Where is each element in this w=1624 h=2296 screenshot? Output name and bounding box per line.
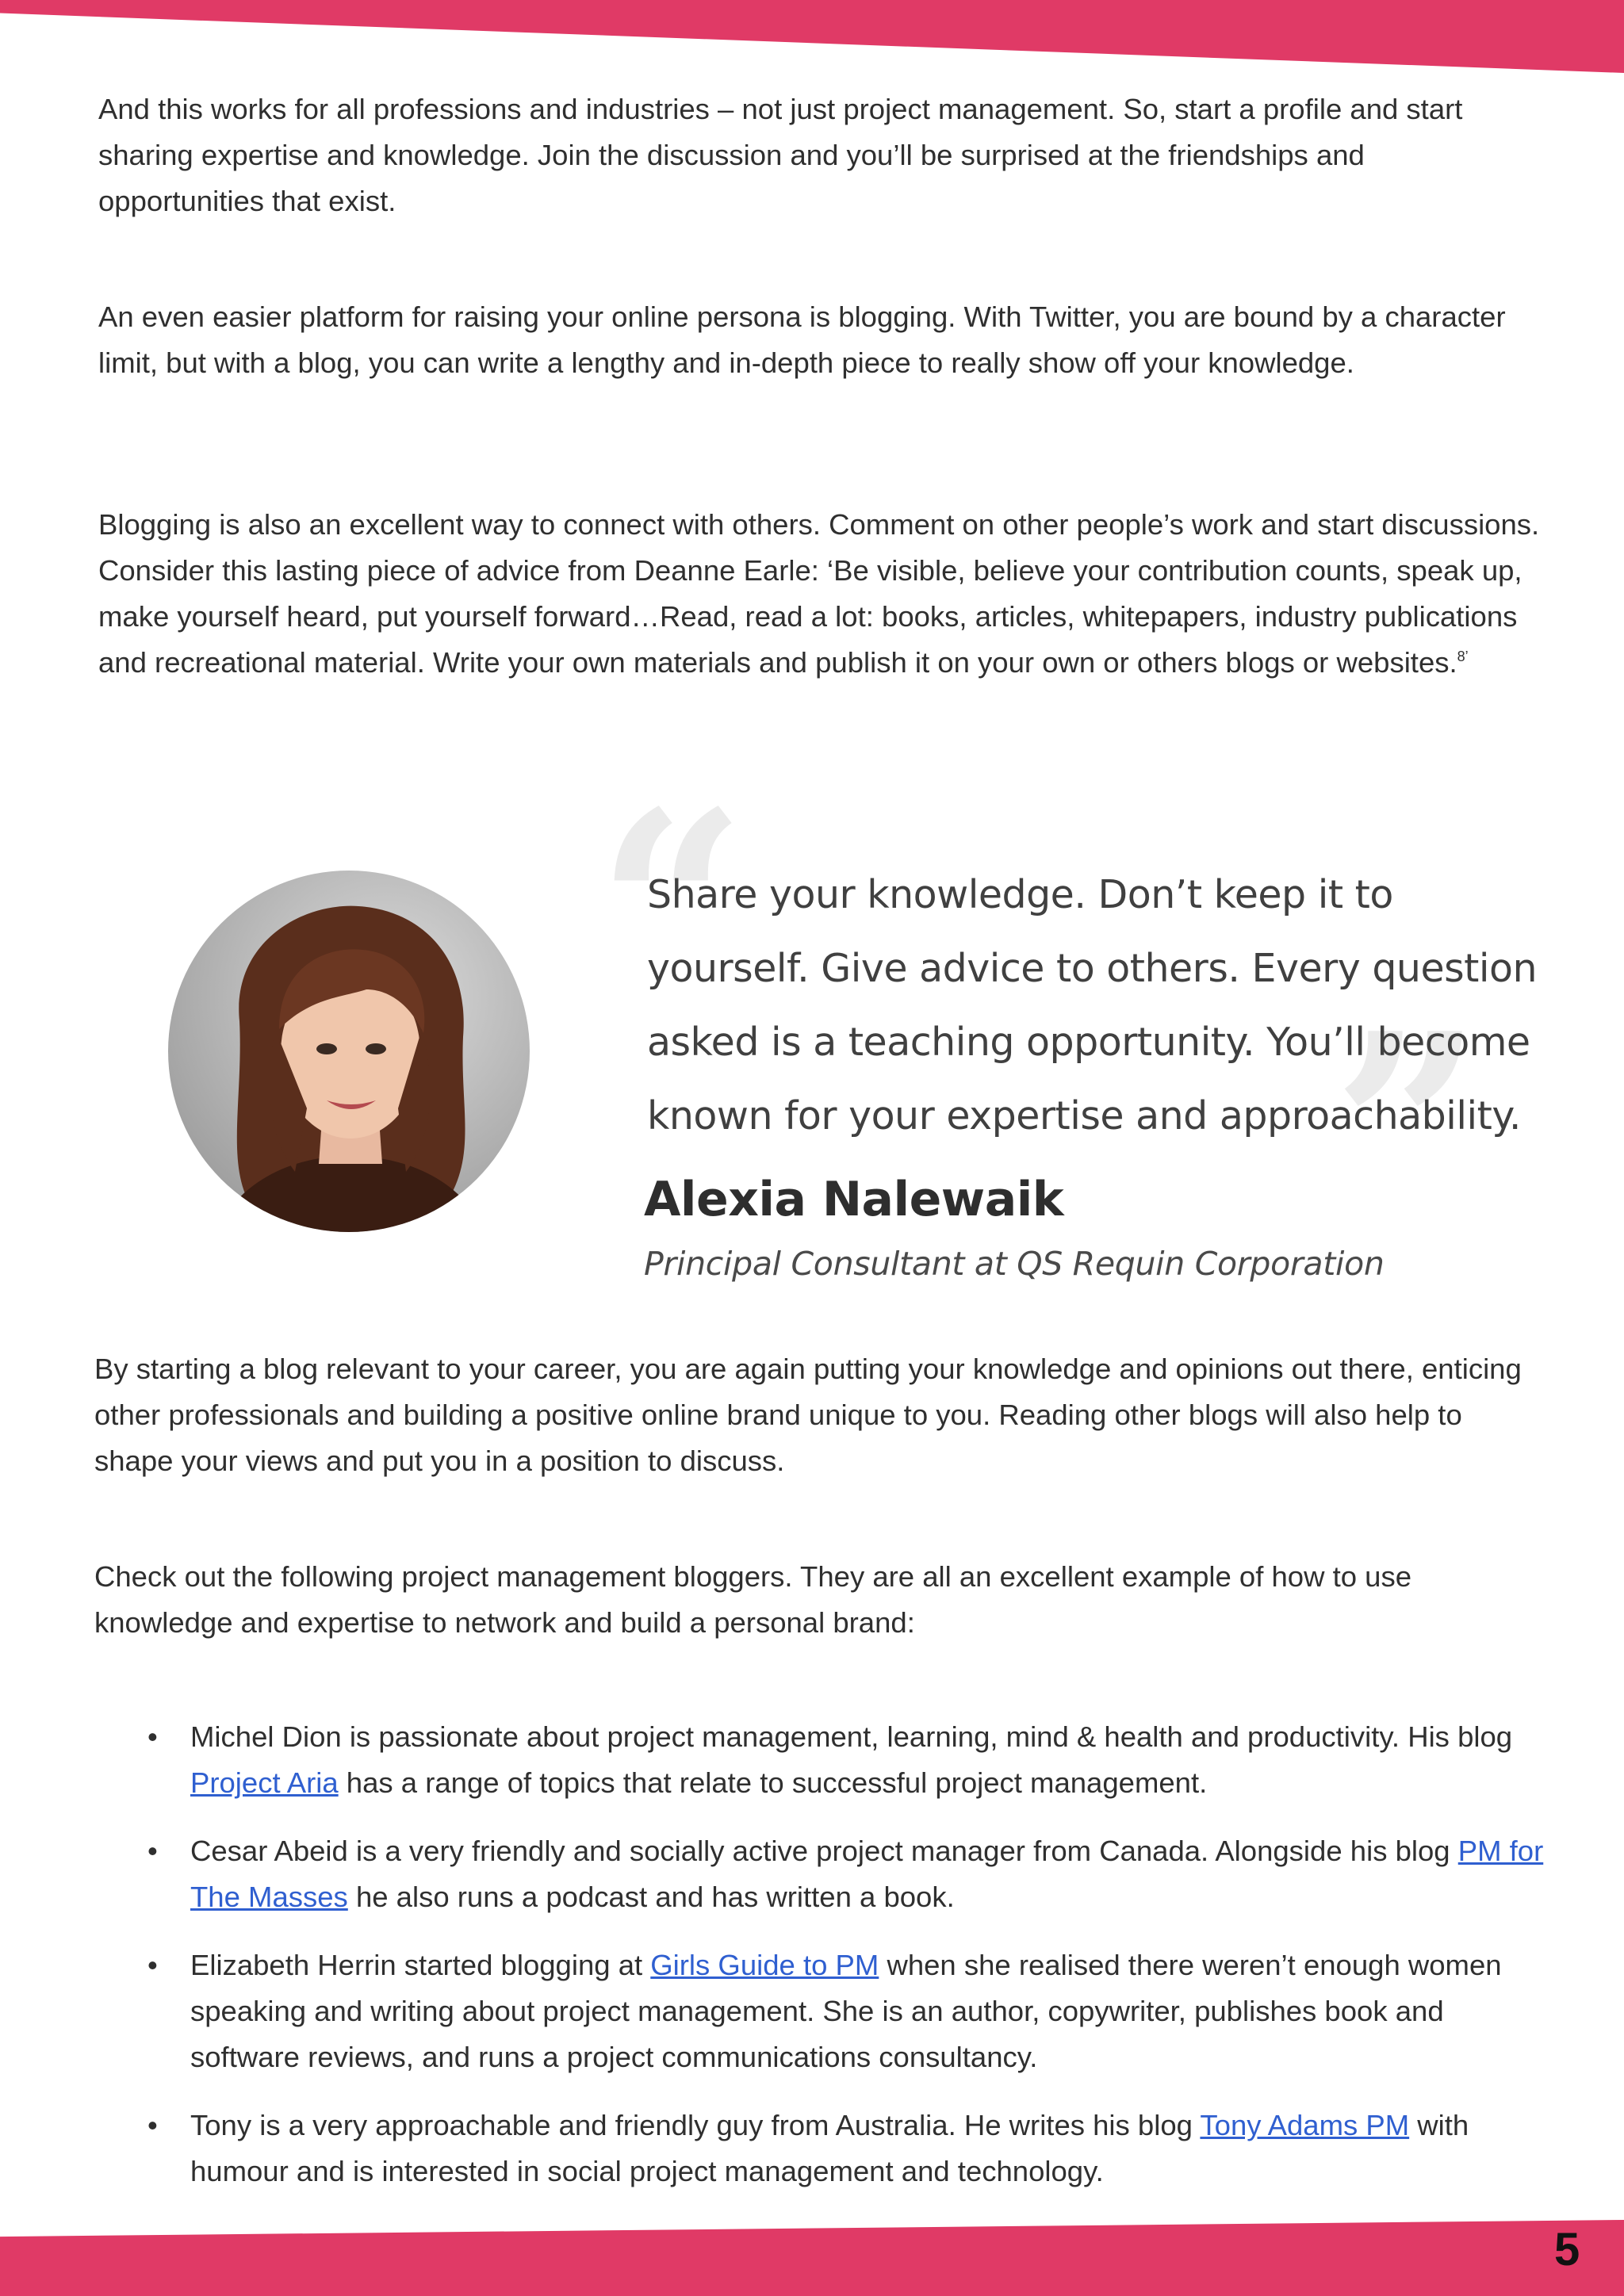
body-paragraph-text: Blogging is also an excellent way to connect with others. Comment on other people’s work and start discussions. Consider this lasting piece of advice from Deanne Earle: ‘Be visible, believe your contribution counts, speak up, make yourself heard, put yourself forward…Read, read a lot: books, articles, whitepapers, industry publications and recreational material. Write your own materials and publish it on your own or others blogs or websites.	[98, 508, 1540, 679]
list-item-text: Michel Dion is passionate about project management, learning, mind & health and productivity. His blog	[190, 1720, 1513, 1753]
girls-guide-to-pm-link[interactable]: Girls Guide to PM	[650, 1949, 879, 1981]
list-item-text: Tony is a very approachable and friendly guy from Australia. He writes his blog	[190, 2109, 1201, 2141]
open-quote-icon: “	[596, 754, 747, 1062]
top-accent-band	[0, 0, 1624, 73]
list-item-text: he also runs a podcast and has written a book.	[347, 1881, 955, 1913]
body-paragraph: Check out the following project management bloggers. They are all an excellent example of how to use knowledge and expertise to network and build a personal brand:	[94, 1560, 1412, 1639]
footnote-marker: 8’	[1457, 649, 1469, 664]
list-item	[144, 1942, 1556, 2080]
close-quote-icon: ”	[1332, 976, 1483, 1284]
body-paragraph	[98, 502, 1549, 686]
list-item	[144, 1714, 1556, 1806]
list-item-text: Elizabeth Herrin started blogging at	[190, 1949, 651, 1981]
pm-for-the-masses-link[interactable]: PM for The Masses	[190, 1835, 1544, 1913]
list-item-text: has a range of topics that relate to successful project management.	[338, 1766, 1208, 1799]
author-photo	[168, 871, 530, 1232]
quote-author-role: Principal Consultant at QS Requin Corporation	[644, 1245, 1385, 1283]
bottom-accent-band	[0, 2220, 1624, 2296]
page-number: 5	[1554, 2224, 1580, 2275]
list-item-text: when she realised there weren’t enough women speaking and writing about project management. She is an author, copywriter, publishes book and software reviews, and runs a project communications consultancy.	[190, 1949, 1502, 2073]
list-item-text: with humour and is interested in social project management and technology.	[190, 2109, 1469, 2187]
list-item	[144, 1828, 1556, 1920]
list-item	[144, 2103, 1556, 2195]
pull-quote-text: Share your knowledge. Don’t keep it to yourself. Give advice to others. Every question asked is a teaching opportunity. You’ll become known for your expertise and approachability.	[647, 872, 1538, 1138]
body-paragraph: By starting a blog relevant to your career, you are again putting your knowledge and opinions out there, enticing other professionals and building a positive online brand unique to you. Reading other blogs will also help to shape your views and put you in a position to discuss.	[94, 1353, 1522, 1477]
project-aria-link[interactable]: Project Aria	[190, 1766, 339, 1799]
blogger-list	[144, 1714, 1556, 2217]
list-item-text: Cesar Abeid is a very friendly and socially active project manager from Canada. Alongside his blog	[190, 1835, 1458, 1867]
body-paragraph: An even easier platform for raising your online persona is blogging. With Twitter, you are bound by a character limit, but with a blog, you can write a lengthy and in-depth piece to really show off your knowledge.	[98, 300, 1506, 379]
tony-adams-pm-link[interactable]: Tony Adams PM	[1200, 2109, 1410, 2141]
body-paragraph: And this works for all professions and industries – not just project management. So, start a profile and start sharing expertise and knowledge. Join the discussion and you’ll be surprised at the friendships and opportunities that exist.	[98, 93, 1463, 217]
quote-author-name: Alexia Nalewaik	[644, 1172, 1064, 1227]
